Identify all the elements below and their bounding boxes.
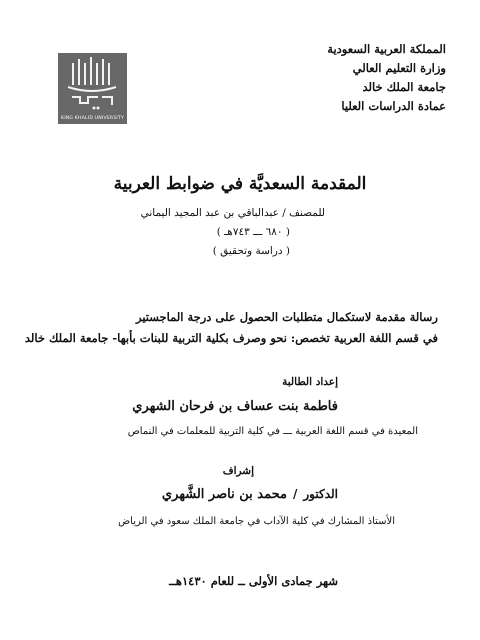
student-name: فاطمة بنت عساف بن فرحان الشهري xyxy=(132,399,338,414)
header-line-deanship: عمادة الدراسات العليا xyxy=(341,99,446,113)
header-line-ministry: وزارة التعليم العالي xyxy=(352,61,446,75)
supervisor-separator: / xyxy=(292,487,298,501)
page-title: المقدمة السعديَّة في ضوابط العربية xyxy=(113,174,367,194)
supervisor-name: محمد بن ناصر الشَّهري xyxy=(161,487,287,502)
author-line: للمصنف / عبدالباقي بن عبد المجيد اليماني xyxy=(140,207,325,219)
submission-date: شهر جمادى الأولى ــ للعام ١٤٣٠هــ xyxy=(169,574,338,588)
logo-caption: KING KHALID UNIVERSITY xyxy=(60,116,125,121)
logo-emblem-icon xyxy=(58,53,127,124)
header-line-kingdom: المملكة العربية السعودية xyxy=(327,42,446,56)
king-khalid-university-logo xyxy=(58,53,127,124)
supervisor-title: الدكتور xyxy=(303,487,338,501)
author-dates: ( ٦٨٠ ـــ ٧٤٣هـ ) xyxy=(216,226,290,238)
supervision-label: إشراف xyxy=(222,465,254,477)
thesis-statement-line-2: في قسم اللغة العربية تخصص: نحو وصرف بكلية التربية للبنات بأبها- جامعة الملك خالد xyxy=(24,331,438,345)
prepared-by-label: إعداد الطالبة xyxy=(282,376,338,388)
supervisor-line xyxy=(162,487,338,502)
header-line-university: جامعة الملك خالد xyxy=(362,80,446,94)
student-role: المعيدة في قسم اللغة العربية ـــ في كلية التربية للمعلمات في النماص xyxy=(127,426,418,437)
supervisor-role: الأستاذ المشارك في كلية الآداب في جامعة الملك سعود في الرياض xyxy=(118,516,395,527)
institution-header xyxy=(327,40,446,116)
work-type: ( دراسة وتحقيق ) xyxy=(212,245,290,257)
thesis-statement-line-1: رسالة مقدمة لاستكمال متطلبات الحصول على درجة الماجستير xyxy=(135,310,438,324)
